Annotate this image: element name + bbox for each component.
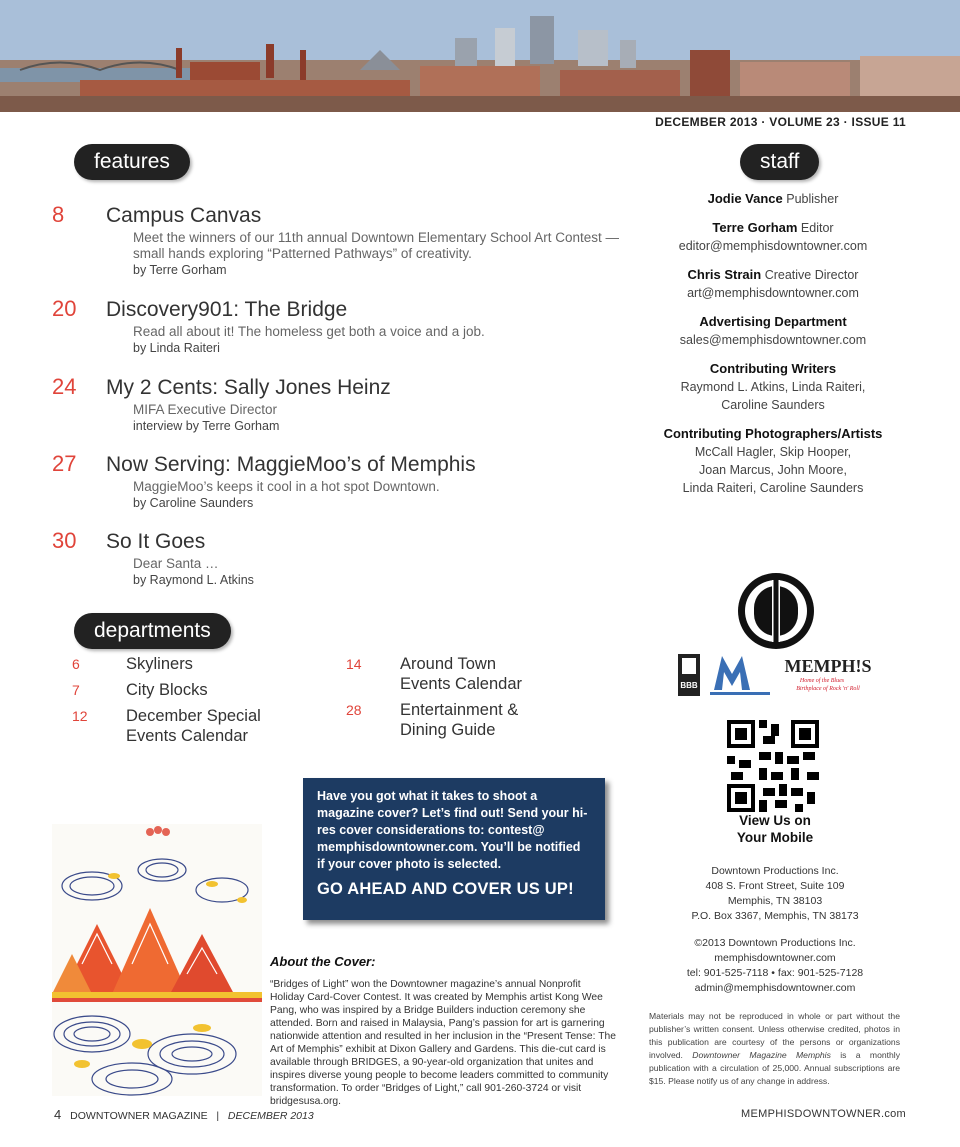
- cover-art-illustration: [52, 824, 262, 1096]
- staff-heading: staff: [740, 144, 819, 180]
- feature-page-number: 20: [52, 296, 77, 321]
- skyline-illustration: [0, 0, 960, 112]
- feature-title: Campus Canvas: [106, 204, 262, 227]
- feature-byline: by Linda Raiteri: [133, 341, 220, 355]
- memphis-logo-text: MEMPH!S: [784, 656, 872, 676]
- bbb-logo-icon: [678, 654, 700, 696]
- department-page-number: 7: [72, 682, 80, 698]
- staff-names: McCall Hagler, Skip Hooper,: [694, 445, 852, 459]
- sales-email-link[interactable]: sales@memphisdowntowner.com: [679, 333, 867, 347]
- staff-names: Caroline Saunders: [721, 398, 825, 412]
- address-line: Memphis, TN 38103: [727, 895, 823, 907]
- bbb-logo-text: BBB: [680, 681, 698, 690]
- staff-group-title: Advertising Department: [699, 314, 847, 329]
- art-email-link[interactable]: art@memphisdowntowner.com: [687, 286, 859, 300]
- page-footer: [54, 1107, 314, 1122]
- feature-title: Now Serving: MaggieMoo’s of Memphis: [106, 453, 476, 476]
- cover-artwork: [52, 824, 262, 1096]
- department-label: Around Town Events Calendar: [400, 655, 522, 693]
- memphis-logo-icon: [785, 656, 872, 692]
- feature-page-number: 8: [52, 202, 65, 227]
- staff-writers: [640, 360, 906, 414]
- department-label: December Special Events Calendar: [126, 707, 261, 745]
- memphis-logo-tagline: Birthplace of Rock 'n' Roll: [796, 686, 860, 692]
- phone-line: tel: 901-525-7118 • fax: 901-525-7128: [686, 967, 864, 979]
- staff-publisher: [640, 190, 906, 208]
- department-page-number: 12: [72, 708, 88, 724]
- staff-creative-director: [640, 266, 906, 302]
- feature-byline: interview by Terre Gorham: [133, 419, 280, 433]
- footer-separator: |: [216, 1110, 220, 1122]
- feature-byline: by Raymond L. Atkins: [133, 573, 254, 587]
- feature-title: My 2 Cents: Sally Jones Heinz: [106, 376, 391, 399]
- features-heading: features: [74, 144, 190, 180]
- about-cover-text: “Bridges of Light” won the Downtowner magazine’s annual Nonprofit Holiday Card-Cover Contest. It was created by Memphis artist Kong Wee Pang, who was inspired by a Bridge Builders induction ceremony she attended. Born and raised in Malaysia, Pang’s passion for art is garnering nationwide attention and resulted in her inclusion in the “Present Tense: The Art of Memphis” exhibit at Dixon Gallery and Gardens. This die-cut card is available through BRIDGES, a 90-year-old organization that unites and inspires diverse young people to become leaders committed to community transformation. To order “Bridges of Light,” call 901-260-3724 or visit bridgesusa.org.: [270, 979, 616, 1107]
- mobile-line: Your Mobile: [736, 830, 814, 845]
- staff-editor: [640, 219, 906, 255]
- mobile-line: View Us on: [739, 813, 811, 828]
- website-link[interactable]: memphisdowntowner.com: [714, 952, 836, 964]
- departments-heading: departments: [74, 613, 231, 649]
- legal-publication-name: Downtowner Magazine Memphis: [692, 1050, 831, 1060]
- legal-text: Materials may not be reproduced in whole or part without the publisher’s written consent. Unless otherwise credited, photos in this publication are courtesy of the persons or organizations involved.: [649, 1011, 900, 1060]
- department-page-number: 14: [346, 656, 362, 672]
- staff-group-title: Contributing Writers: [709, 361, 837, 376]
- department-page-number: 6: [72, 656, 80, 672]
- feature-page-number: 30: [52, 528, 77, 553]
- footer-date: DECEMBER 2013: [227, 1110, 314, 1122]
- staff-role: Creative Director: [764, 268, 859, 282]
- view-on-mobile-label: [700, 812, 850, 846]
- feature-description: Read all about it! The homeless get both a voice and a job.: [133, 324, 485, 339]
- feature-description: MIFA Executive Director: [133, 402, 278, 417]
- staff-group-title: Contributing Photographers/Artists: [663, 426, 883, 441]
- feature-title: Discovery901: The Bridge: [106, 298, 348, 321]
- about-cover-heading: About the Cover:: [270, 954, 376, 969]
- feature-byline: by Terre Gorham: [133, 263, 227, 277]
- legal-text: is a monthly publication with a circulation of 25,000. Annual subscriptions are $15. Please notify us of any change in address.: [649, 1050, 900, 1086]
- admin-email-link[interactable]: admin@memphisdowntowner.com: [694, 982, 856, 994]
- feature-title: So It Goes: [106, 530, 206, 553]
- department-label: City Blocks: [126, 681, 208, 699]
- feature-page-number: 27: [52, 451, 77, 476]
- feature-byline: by Caroline Saunders: [133, 496, 254, 510]
- staff-names: Linda Raiteri, Caroline Saunders: [682, 481, 864, 495]
- feature-description: Meet the winners of our 11th annual Downtown Elementary School Art Contest — small hands exploring “Patterned Pathways” of creativity.: [133, 230, 620, 261]
- magazine-name: DOWNTOWNER MAGAZINE: [70, 1110, 208, 1122]
- department-label: Skyliners: [126, 655, 193, 673]
- staff-name: Terre Gorham: [712, 220, 798, 235]
- staff-role: Editor: [800, 221, 834, 235]
- department-label: Entertainment & Dining Guide: [400, 701, 519, 739]
- feature-description: Dear Santa …: [133, 556, 219, 571]
- partner-logos: [670, 570, 890, 700]
- staff-names: Raymond L. Atkins, Linda Raiteri,: [680, 380, 866, 394]
- cover-contest-text: Have you got what it takes to shoot a magazine cover? Let’s find out! Send your hi-res cover considerations to: contest@ memphisdowntowner.com. You’ll be notified if your cover photo is selected.: [317, 789, 588, 871]
- staff-name: Jodie Vance: [707, 191, 783, 206]
- staff-role: Publisher: [786, 192, 839, 206]
- skyline-photo: [0, 0, 960, 112]
- address-line: 408 S. Front Street, Suite 109: [705, 880, 845, 892]
- staff-advertising: [640, 313, 906, 349]
- staff-photographers: [640, 425, 906, 497]
- memphis-logo-tagline: Home of the Blues: [799, 678, 845, 684]
- address-line: P.O. Box 3367, Memphis, TN 38173: [691, 910, 859, 922]
- editor-email-link[interactable]: editor@memphisdowntowner.com: [678, 239, 868, 253]
- downtowner-logo-icon: [738, 573, 814, 649]
- feature-description: MaggieMoo’s keeps it cool in a hot spot Downtown.: [133, 479, 440, 494]
- feature-page-number: 24: [52, 374, 77, 399]
- chamber-logo-icon: [710, 656, 770, 695]
- footer-website-link[interactable]: MEMPHISDOWNTOWNER.com: [741, 1108, 906, 1120]
- legal-notice: [649, 1010, 900, 1088]
- cover-contest-cta: GO AHEAD AND COVER US UP!: [317, 880, 574, 898]
- staff-name: Chris Strain: [687, 267, 762, 282]
- copyright-line: ©2013 Downtown Productions Inc.: [694, 937, 856, 949]
- page-number: 4: [54, 1107, 62, 1122]
- issue-line: DECEMBER 2013 · VOLUME 23 · ISSUE 11: [655, 115, 906, 129]
- department-page-number: 28: [346, 702, 362, 718]
- staff-list: [640, 190, 906, 508]
- address-line: Downtown Productions Inc.: [711, 865, 839, 877]
- mailing-address: [670, 864, 880, 924]
- staff-names: Joan Marcus, John Moore,: [699, 463, 847, 477]
- contact-info: [670, 936, 880, 996]
- qr-code-icon[interactable]: [727, 720, 819, 812]
- cover-contest-box: [303, 778, 605, 920]
